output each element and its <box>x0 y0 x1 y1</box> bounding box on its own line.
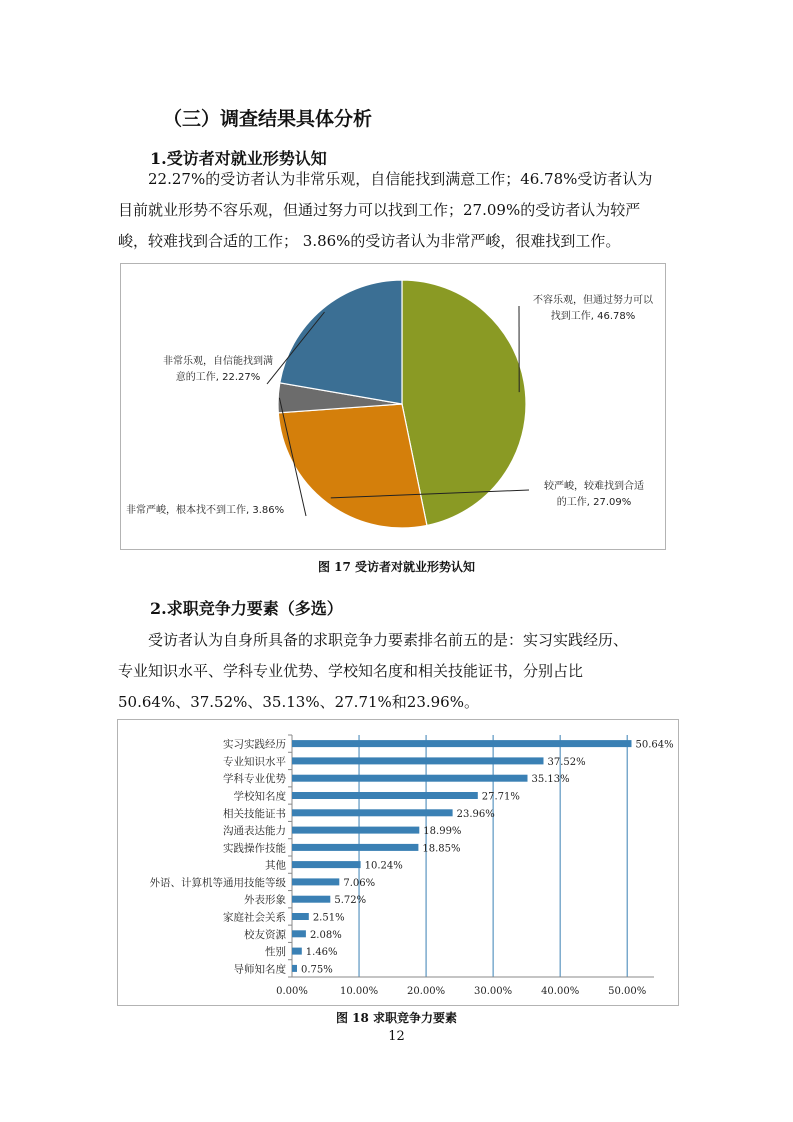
bar <box>292 913 309 920</box>
bar-chart-frame <box>117 719 679 1006</box>
value-label: 2.51% <box>312 912 345 924</box>
subsection-title-1: 1.受访者对就业形势认知 <box>150 149 327 168</box>
pie-label-line: 意的工作, 22.27% <box>175 372 261 383</box>
pie-label-line: 非常乐观，自信能找到满 <box>163 356 273 367</box>
paragraph-line: 峻，较难找到合适的工作； 3.86%的受访者认为非常严峻，很难找到工作。 <box>118 232 621 250</box>
category-label: 沟通表达能力 <box>223 825 286 838</box>
pie-label-line: 非常严峻，根本找不到工作, 3.86% <box>126 505 285 516</box>
category-label: 学科专业优势 <box>223 773 286 786</box>
pie-label-line: 较严峻，较难找到合适 <box>544 481 644 492</box>
figure-caption-18: 图 18 求职竞争力要素 <box>335 1011 458 1025</box>
category-label: 导师知名度 <box>233 963 286 976</box>
x-tick-label: 20.00% <box>407 986 446 997</box>
x-tick-label: 50.00% <box>608 986 647 997</box>
bar <box>292 757 544 764</box>
pie-label-not-optimistic <box>518 293 668 325</box>
category-label: 外表形象 <box>244 894 286 907</box>
category-label: 相关技能证书 <box>223 807 286 820</box>
value-label: 2.08% <box>309 929 342 941</box>
pie-label-serious <box>529 479 659 511</box>
paragraph-line: 专业知识水平、学科专业优势、学校知名度和相关技能证书，分别占比 <box>118 662 584 680</box>
paragraph-line: 22.27%的受访者认为非常乐观，自信能找到满意工作；46.78%受访者认为 <box>148 170 653 188</box>
bar <box>292 775 528 782</box>
category-label: 校友资源 <box>244 928 286 941</box>
value-label: 18.85% <box>422 843 461 855</box>
subsection-title-2: 2.求职竞争力要素（多选） <box>150 599 343 618</box>
section-title: （三）调查结果具体分析 <box>163 108 373 130</box>
paragraph-2 <box>118 625 678 718</box>
pie-chart-frame <box>120 263 666 550</box>
pie-label-optimistic <box>143 354 293 386</box>
bar <box>292 861 361 868</box>
paragraph-line: 目前就业形势不容乐观，但通过努力可以找到工作；27.09%的受访者认为较严 <box>118 201 641 219</box>
value-label: 5.72% <box>334 895 367 907</box>
pie-slice <box>280 280 402 404</box>
value-label: 50.64% <box>635 739 674 751</box>
pie-label-line: 找到工作, 46.78% <box>550 311 636 322</box>
value-label: 37.52% <box>547 756 586 768</box>
x-tick-label: 0.00% <box>276 986 308 997</box>
page-number: 12 <box>388 1029 405 1044</box>
bar <box>292 896 330 903</box>
pie-label-line: 的工作, 27.09% <box>556 497 632 508</box>
category-label: 其他 <box>265 859 286 872</box>
figure-caption-17: 图 17 受访者对就业形势认知 <box>317 560 476 574</box>
x-tick-label: 10.00% <box>339 986 379 997</box>
bar <box>292 878 339 885</box>
bar-chart <box>118 720 678 1005</box>
bar <box>292 827 419 834</box>
pie-slice <box>402 280 526 525</box>
value-label: 1.46% <box>305 947 338 959</box>
value-label: 35.13% <box>531 774 570 786</box>
category-label: 专业知识水平 <box>223 755 286 768</box>
x-tick-label: 30.00% <box>474 986 513 997</box>
bar <box>292 844 418 851</box>
value-label: 18.99% <box>423 826 462 838</box>
pie-label-line: 不容乐观，但通过努力可以 <box>533 295 653 306</box>
category-label: 实习实践经历 <box>223 738 286 751</box>
category-label: 家庭社会关系 <box>223 911 286 924</box>
paragraph-line: 受访者认为自身所具备的求职竞争力要素排名前五的是：实习实践经历、 <box>148 631 629 649</box>
bar <box>292 930 306 937</box>
category-label: 外语、计算机等通用技能等级 <box>149 876 286 889</box>
value-label: 10.24% <box>364 860 403 872</box>
value-label: 7.06% <box>343 877 376 889</box>
category-label: 学校知名度 <box>233 790 286 803</box>
paragraph-line: 50.64%、37.52%、35.13%、27.71%和23.96%。 <box>118 693 479 711</box>
value-label: 27.71% <box>481 791 520 803</box>
bar <box>292 792 478 799</box>
category-label: 实践操作技能 <box>223 842 286 855</box>
bar <box>292 740 632 747</box>
pie-label-very-serious <box>126 503 326 519</box>
paragraph-1 <box>118 164 678 257</box>
bar <box>292 809 453 816</box>
category-label: 性别 <box>265 946 286 959</box>
bar <box>292 948 302 955</box>
x-tick-label: 40.00% <box>541 986 580 997</box>
value-label: 0.75% <box>301 964 333 976</box>
bar <box>292 965 297 972</box>
value-label: 23.96% <box>456 808 495 820</box>
